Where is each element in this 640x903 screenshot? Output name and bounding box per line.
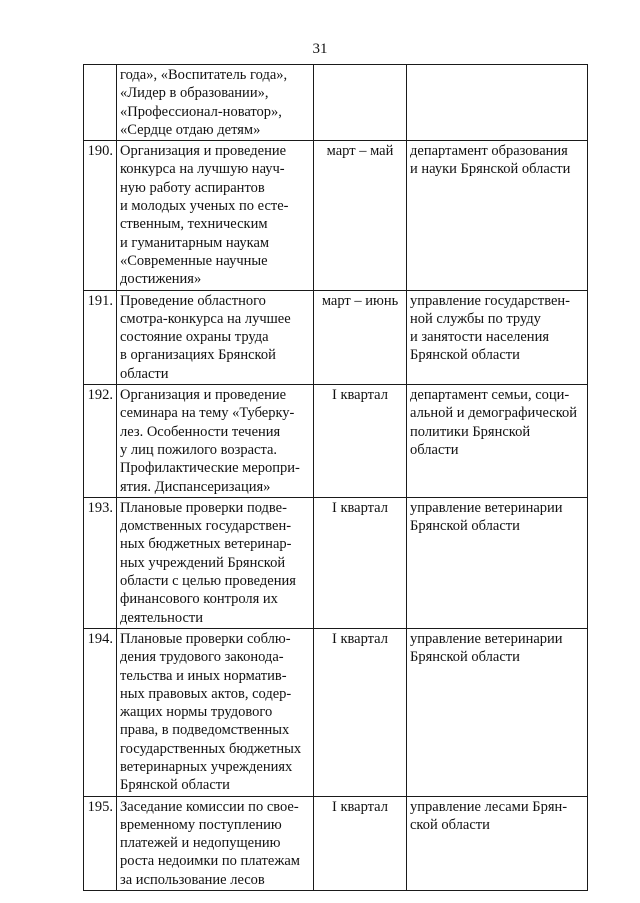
event-line: в организациях Брянской xyxy=(120,347,276,364)
event-line: «Лидер в образовании», xyxy=(120,85,269,102)
responsible-line: управление ветеринарии xyxy=(410,630,563,647)
event-line: Организация и проведение xyxy=(120,387,287,404)
event-line: ветеринарных учреждениях xyxy=(120,758,293,775)
responsible-cell xyxy=(407,497,588,628)
event-cell xyxy=(117,290,314,384)
responsible-line: управление государствен- xyxy=(410,292,571,309)
responsible-line: департамент образования xyxy=(410,143,568,160)
responsible-line: политики Брянской xyxy=(410,423,531,440)
term-cell xyxy=(314,65,407,141)
event-cell xyxy=(117,796,314,890)
event-line: финансового контроля их xyxy=(120,591,278,608)
responsible-line: управление лесами Брян- xyxy=(410,798,568,815)
event-line: области xyxy=(120,365,169,382)
table-row xyxy=(84,628,588,796)
responsible-cell xyxy=(407,65,588,141)
event-line: конкурса на лучшую науч- xyxy=(120,161,285,178)
responsible-line: ной службы по труду xyxy=(410,310,541,327)
event-line: области с целью проведения xyxy=(120,573,296,590)
responsible-line: Брянской области xyxy=(410,518,520,535)
row-number: 190. xyxy=(84,141,117,290)
event-cell xyxy=(117,385,314,498)
event-line: роста недоимки по платежам xyxy=(120,853,300,870)
responsible-line: управление ветеринарии xyxy=(410,499,563,516)
row-number: 193. xyxy=(84,497,117,628)
event-line: деятельности xyxy=(120,609,204,626)
responsible-line: альной и демографической xyxy=(410,405,578,422)
responsible-cell xyxy=(407,290,588,384)
event-cell xyxy=(117,628,314,796)
event-line: Заседание комиссии по свое- xyxy=(120,798,299,815)
event-line: платежей и недопущению xyxy=(120,835,281,852)
event-line: лез. Особенности течения xyxy=(120,423,281,440)
responsible-cell xyxy=(407,796,588,890)
page-number: 31 xyxy=(312,41,328,57)
event-line: Профилактические меропри- xyxy=(120,460,300,477)
table-row xyxy=(84,65,588,141)
term-cell: I квартал xyxy=(314,628,407,796)
responsible-line: и занятости населения xyxy=(410,329,549,346)
event-line: ных бюджетных ветеринар- xyxy=(120,536,292,553)
row-number xyxy=(84,65,117,141)
event-line: государственных бюджетных xyxy=(120,740,302,757)
event-line: ятия. Диспансеризация» xyxy=(120,478,271,495)
responsible-cell xyxy=(407,141,588,290)
event-line: «Профессионал-новатор», xyxy=(120,103,282,120)
event-line: ственным, техническим xyxy=(120,216,268,233)
event-line: года», «Воспитатель года», xyxy=(120,67,288,83)
event-line: права, в подведомственных xyxy=(120,722,290,739)
event-line: Организация и проведение xyxy=(120,143,287,160)
row-number: 194. xyxy=(84,628,117,796)
event-line: смотра-конкурса на лучшее xyxy=(120,310,291,327)
responsible-line: и науки Брянской области xyxy=(410,161,571,178)
event-line: Брянской области xyxy=(120,777,230,794)
event-line: дения трудового законода- xyxy=(120,649,284,666)
event-cell xyxy=(117,141,314,290)
responsible-line: области xyxy=(410,441,459,458)
term-cell: I квартал xyxy=(314,796,407,890)
event-line: тельства и иных норматив- xyxy=(120,667,287,684)
event-cell xyxy=(117,65,314,141)
event-line: и молодых ученых по есте- xyxy=(120,198,289,215)
responsible-cell xyxy=(407,628,588,796)
event-line: и гуманитарным наукам xyxy=(120,234,270,251)
table-row xyxy=(84,497,588,628)
table-row xyxy=(84,385,588,498)
event-line: домственных государствен- xyxy=(120,518,292,535)
event-line: за использование лесов xyxy=(120,871,265,888)
event-line: «Сердце отдаю детям» xyxy=(120,121,261,138)
event-line: ных учреждений Брянской xyxy=(120,554,286,571)
responsible-line: Брянской области xyxy=(410,649,520,666)
event-line: семинара на тему «Туберку- xyxy=(120,405,295,422)
event-line: Плановые проверки соблю- xyxy=(120,630,291,647)
event-line: у лиц пожилого возраста. xyxy=(120,441,278,458)
term-cell: март – май xyxy=(314,141,407,290)
term-cell: I квартал xyxy=(314,385,407,498)
events-table xyxy=(83,64,588,891)
event-line: достижения» xyxy=(120,271,202,288)
table-row xyxy=(84,141,588,290)
event-line: Проведение областного xyxy=(120,292,266,309)
event-line: «Современные научные xyxy=(120,252,268,269)
event-line: ную работу аспирантов xyxy=(120,179,265,196)
responsible-line: Брянской области xyxy=(410,347,520,364)
row-number: 192. xyxy=(84,385,117,498)
table-row xyxy=(84,290,588,384)
event-line: жащих нормы трудового xyxy=(120,704,273,721)
event-line: временному поступлению xyxy=(120,816,282,833)
responsible-line: департамент семьи, соци- xyxy=(410,387,570,404)
table-row xyxy=(84,796,588,890)
row-number: 195. xyxy=(84,796,117,890)
event-line: ных правовых актов, содер- xyxy=(120,685,292,702)
event-line: Плановые проверки подве- xyxy=(120,499,287,516)
event-cell xyxy=(117,497,314,628)
row-number: 191. xyxy=(84,290,117,384)
term-cell: март – июнь xyxy=(314,290,407,384)
term-cell: I квартал xyxy=(314,497,407,628)
events-table-body xyxy=(84,65,588,891)
responsible-line: ской области xyxy=(410,816,490,833)
event-line: состояние охраны труда xyxy=(120,329,269,346)
responsible-cell xyxy=(407,385,588,498)
